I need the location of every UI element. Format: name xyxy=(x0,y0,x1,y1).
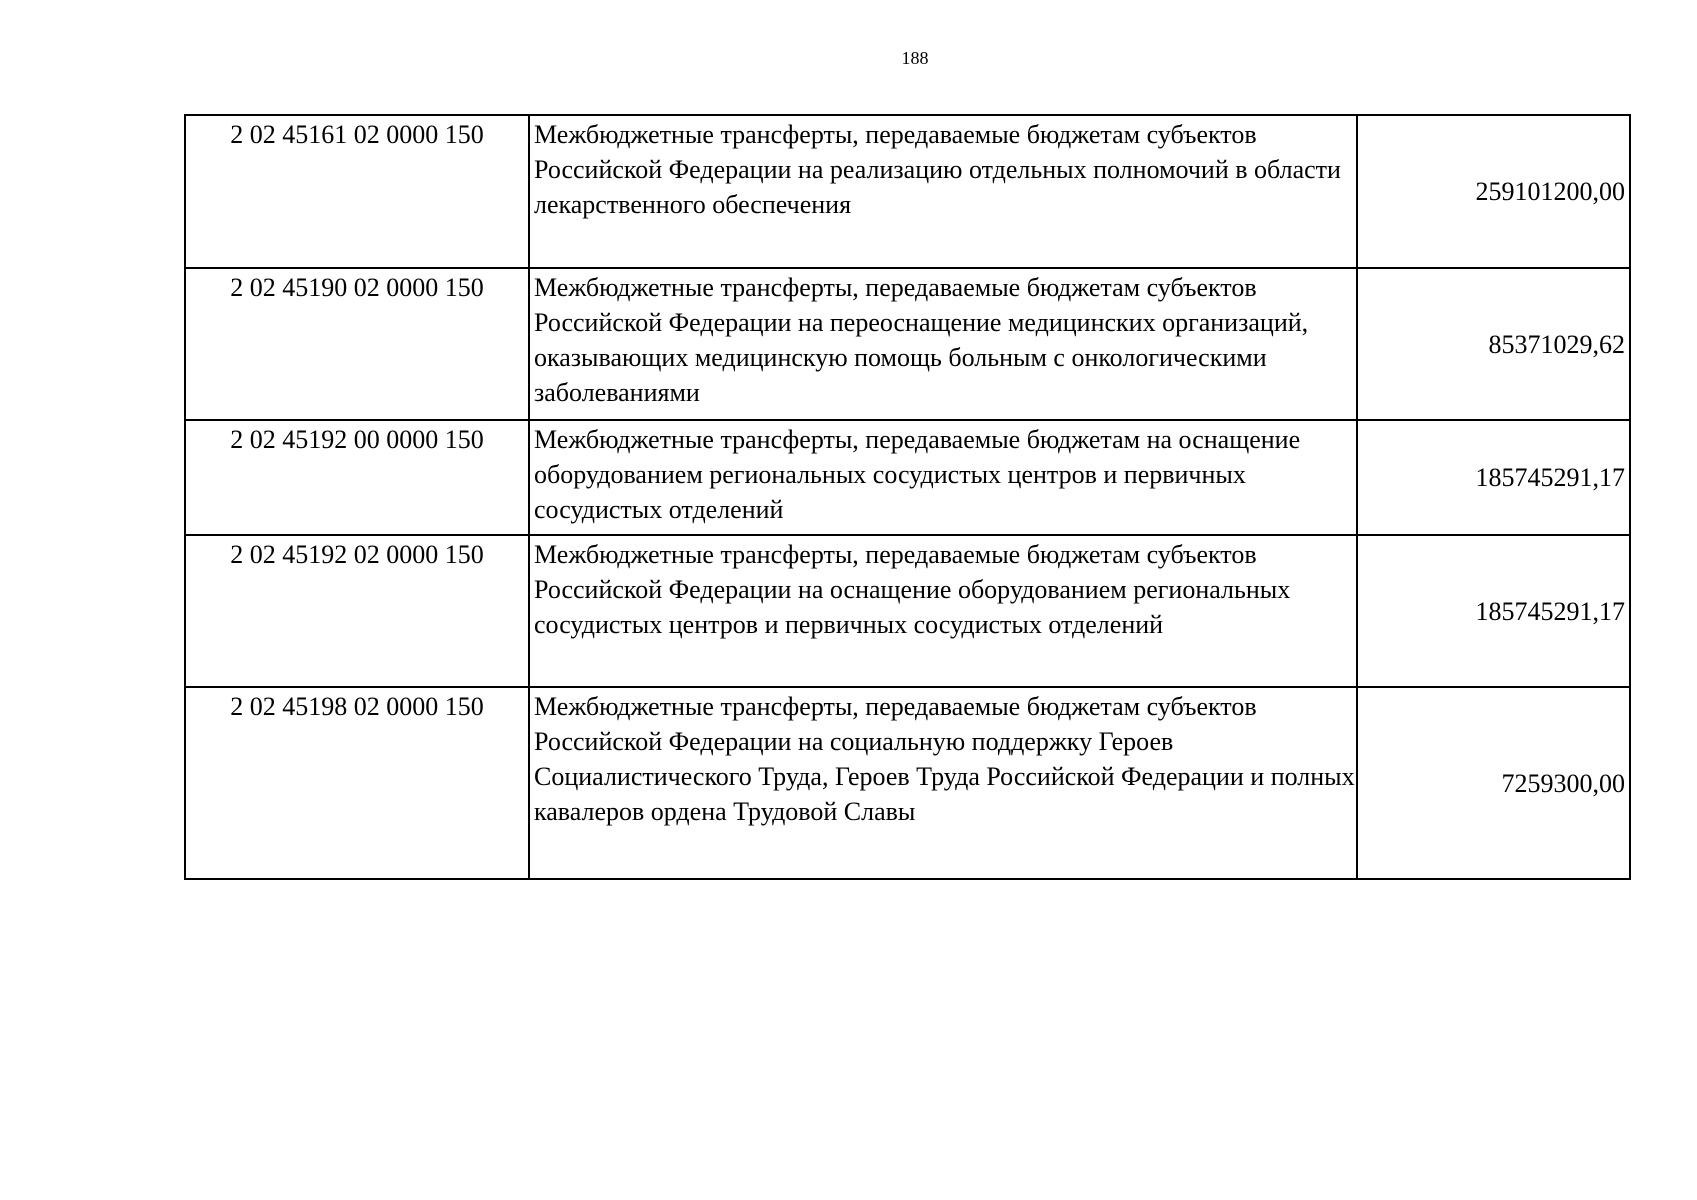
description-cell: Межбюджетные трансферты, передаваемые бюджетам субъектов Российской Федерации на реализацию отдельных полномочий в области лекарственного обеспечения xyxy=(529,115,1357,268)
amount-cell: 185745291,17 xyxy=(1357,420,1630,535)
table-row xyxy=(185,420,1630,535)
amount-cell: 185745291,17 xyxy=(1357,535,1630,687)
description-cell: Межбюджетные трансферты, передаваемые бюджетам субъектов Российской Федерации на социальную поддержку Героев Социалистического Труда, Героев Труда Российской Федерации и полных кавалеров ордена Трудовой Славы xyxy=(529,687,1357,879)
table-row xyxy=(185,268,1630,420)
amount-cell: 259101200,00 xyxy=(1357,115,1630,268)
table-row xyxy=(185,687,1630,879)
budget-code-cell: 2 02 45198 02 0000 150 xyxy=(185,687,529,879)
description-cell: Межбюджетные трансферты, передаваемые бюджетам на оснащение оборудованием региональных сосудистых центров и первичных сосудистых отделений xyxy=(529,420,1357,535)
budget-code-cell: 2 02 45161 02 0000 150 xyxy=(185,115,529,268)
budget-code-cell: 2 02 45190 02 0000 150 xyxy=(185,268,529,420)
budget-table xyxy=(184,114,1631,880)
table-row xyxy=(185,115,1630,268)
table-row xyxy=(185,535,1630,687)
description-cell: Межбюджетные трансферты, передаваемые бюджетам субъектов Российской Федерации на оснащение оборудованием региональных сосудистых центров и первичных сосудистых отделений xyxy=(529,535,1357,687)
budget-code-cell: 2 02 45192 00 0000 150 xyxy=(185,420,529,535)
page-number: 188 xyxy=(901,48,929,68)
budget-code-cell: 2 02 45192 02 0000 150 xyxy=(185,535,529,687)
description-cell: Межбюджетные трансферты, передаваемые бюджетам субъектов Российской Федерации на переоснащение медицинских организаций, оказывающих медицинскую помощь больным с онкологическими заболеваниями xyxy=(529,268,1357,420)
amount-cell: 85371029,62 xyxy=(1357,268,1630,420)
amount-cell: 7259300,00 xyxy=(1357,687,1630,879)
